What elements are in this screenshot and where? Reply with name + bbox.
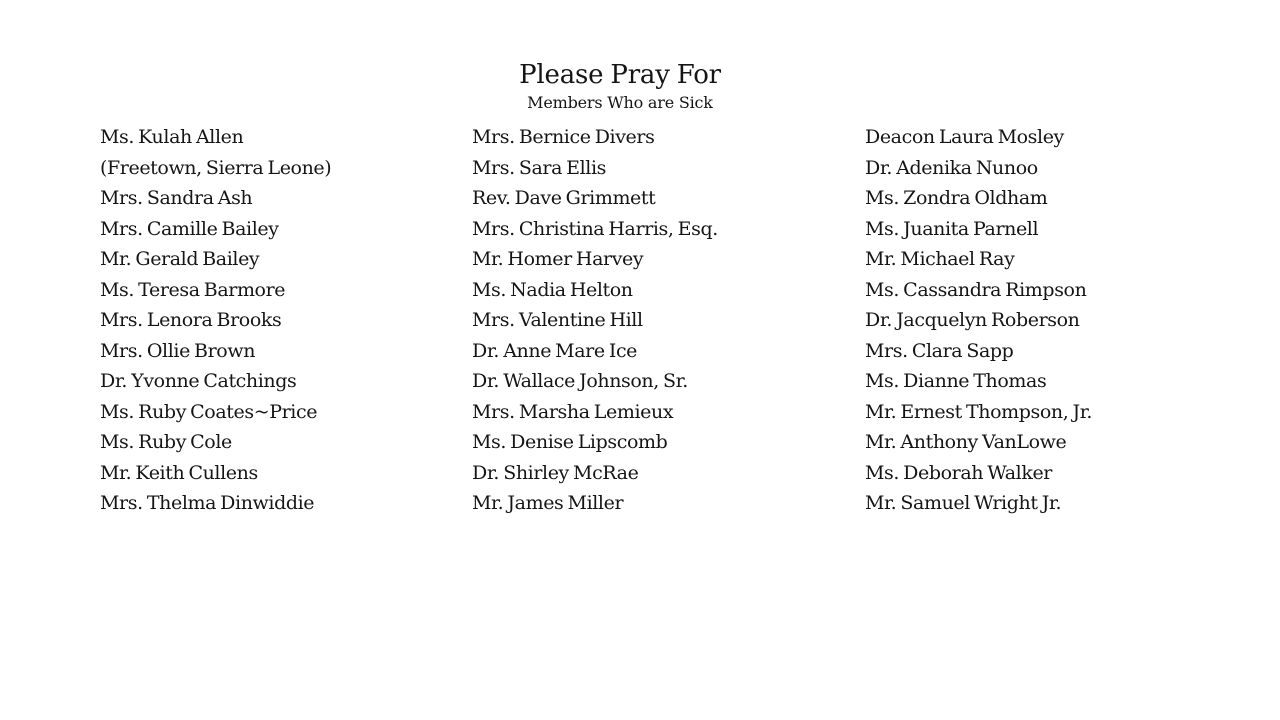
list-item: Mr. Homer Harvey xyxy=(472,248,644,270)
page-subtitle: Members Who are Sick xyxy=(527,93,713,112)
list-item: Ms. Teresa Barmore xyxy=(100,278,286,301)
list-item: Mr. Michael Ray xyxy=(865,248,1015,270)
list-item: Dr. Jacquelyn Roberson xyxy=(865,309,1080,331)
list-item: Mr. Gerald Bailey xyxy=(100,248,260,270)
list-item: (Freetown, Sierra Leone) xyxy=(100,156,332,179)
list-item: Dr. Shirley McRae xyxy=(472,461,639,484)
list-item: Mr. James Miller xyxy=(472,492,624,514)
list-item: Dr. Anne Mare Ice xyxy=(472,339,638,362)
list-item: Ms. Juanita Parnell xyxy=(865,217,1039,240)
list-item: Dr. Yvonne Catchings xyxy=(100,370,297,392)
list-item: Deacon Laura Mosley xyxy=(865,126,1064,148)
page-title: Please Pray For xyxy=(519,60,721,90)
list-item: Mr. Samuel Wright Jr. xyxy=(865,492,1062,514)
list-item: Mrs. Camille Bailey xyxy=(100,217,279,240)
list-item: Ms. Denise Lipscomb xyxy=(472,431,668,453)
list-item: Mrs. Christina Harris, Esq. xyxy=(472,217,718,240)
list-item: Mrs. Valentine Hill xyxy=(472,309,643,331)
list-item: Ms. Dianne Thomas xyxy=(865,370,1047,392)
list-item: Mr. Ernest Thompson, Jr. xyxy=(865,400,1092,423)
list-item: Mr. Keith Cullens xyxy=(100,461,258,484)
list-item: Ms. Nadia Helton xyxy=(472,278,633,301)
page-heading xyxy=(0,58,1240,114)
list-item: Ms. Ruby Cole xyxy=(100,431,232,453)
list-item: Mrs. Sara Ellis xyxy=(472,156,607,179)
list-item: Ms. Deborah Walker xyxy=(865,461,1052,484)
list-item: Mrs. Lenora Brooks xyxy=(100,309,282,331)
list-item: Mrs. Sandra Ash xyxy=(100,187,253,209)
list-item: Mrs. Clara Sapp xyxy=(865,339,1014,362)
list-item: Mrs. Bernice Divers xyxy=(472,126,655,148)
list-item: Dr. Adenika Nunoo xyxy=(865,156,1038,179)
list-item: Ms. Kulah Allen xyxy=(100,126,244,148)
list-item: Ms. Cassandra Rimpson xyxy=(865,278,1087,301)
list-item: Mrs. Marsha Lemieux xyxy=(472,400,674,423)
list-item: Ms. Zondra Oldham xyxy=(865,187,1048,209)
list-item: Dr. Wallace Johnson, Sr. xyxy=(472,370,688,392)
list-item: Rev. Dave Grimmett xyxy=(472,187,656,209)
prayer-list-column-3 xyxy=(865,122,1092,519)
list-item: Ms. Ruby Coates~Price xyxy=(100,400,318,423)
list-item: Mrs. Thelma Dinwiddie xyxy=(100,492,315,514)
prayer-list-column-1 xyxy=(100,122,331,519)
prayer-list-column-2 xyxy=(472,122,718,519)
list-item: Mrs. Ollie Brown xyxy=(100,339,256,362)
list-item: Mr. Anthony VanLowe xyxy=(865,431,1067,453)
